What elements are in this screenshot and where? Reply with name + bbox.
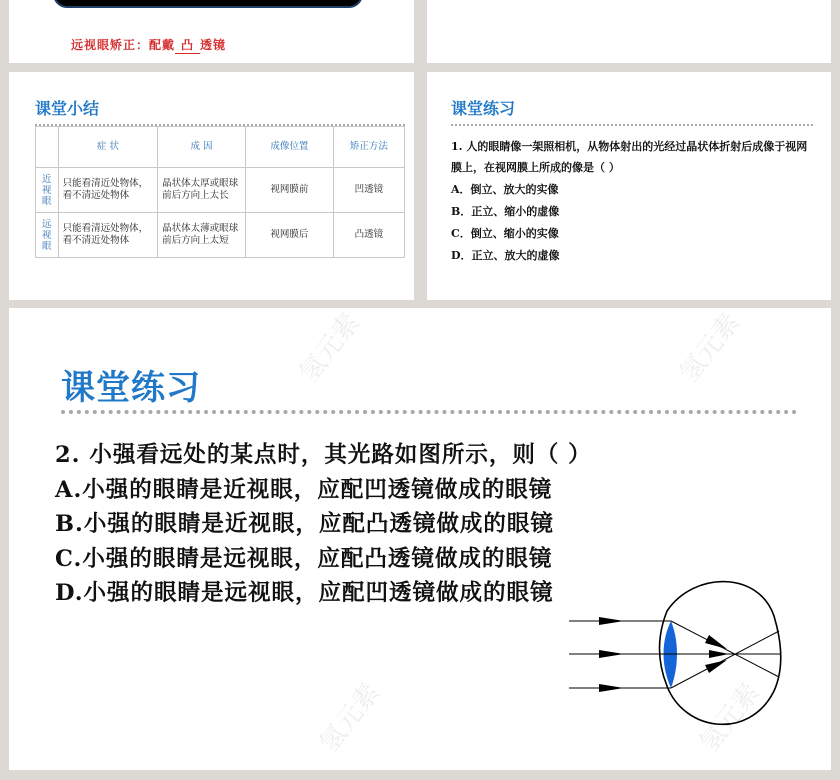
summary-table	[35, 126, 405, 258]
question-2	[55, 438, 592, 611]
slide-title: 课堂小结	[35, 99, 100, 118]
option-c: C．倒立、缩小的实像	[451, 227, 559, 240]
watermark: 氢元素	[674, 308, 746, 389]
option-b: B.小强的眼睛是近视眼，应配凸透镜做成的眼镜	[55, 511, 554, 537]
slide-title: 课堂练习	[451, 99, 516, 118]
dotted-divider	[61, 410, 797, 414]
watermark: 氢元素	[694, 678, 766, 759]
image-frame	[53, 0, 363, 8]
option-a: A．倒立、放大的实像	[451, 183, 559, 196]
question-1	[451, 136, 811, 266]
slide-title: 课堂练习	[61, 368, 201, 408]
slide-exercise-1	[427, 72, 831, 300]
option-d: D．正立、放大的虚像	[451, 249, 560, 262]
option-b: B．正立、缩小的虚像	[451, 205, 560, 218]
question-stem: 2. 小强看远处的某点时，其光路如图所示，则（ ）	[55, 442, 592, 468]
slide-exercise-2	[9, 308, 831, 770]
answer-blank: 凸	[175, 36, 200, 54]
correction-note: 远视眼矫正：配戴 凸 透镜	[71, 38, 227, 52]
slide-top-left	[9, 0, 414, 63]
eye-ray-diagram	[569, 576, 789, 726]
table-row: 远视眼 只能看清远处物体，看不清近处物体 晶状体太薄或眼球前后方向上太短 视网膜后 凸透镜	[36, 213, 405, 258]
question-stem: 1. 人的眼睛像一架照相机，从物体射出的光经过晶状体折射后成像于视网膜上，在视网膜上所成的像是（ ）	[451, 140, 808, 174]
watermark: 氢元素	[314, 678, 386, 759]
table-row: 近视眼 只能看清近处物体，看不清远处物体 晶状体太厚或眼球前后方向上太长 视网膜前 凹透镜	[36, 168, 405, 213]
watermark: 氢元素	[294, 308, 366, 389]
option-a: A.小强的眼睛是近视眼，应配凹透镜做成的眼镜	[55, 476, 553, 503]
slide-top-right	[427, 0, 831, 63]
table-header-row: 症 状 成 因 成像位置 矫正方法	[36, 127, 405, 168]
dotted-divider	[451, 124, 813, 126]
option-d: D.小强的眼睛是远视眼，应配凹透镜做成的眼镜	[55, 580, 554, 606]
slide-summary	[9, 72, 414, 300]
option-c: C.小强的眼睛是远视眼，应配凸透镜做成的眼镜	[55, 545, 553, 572]
